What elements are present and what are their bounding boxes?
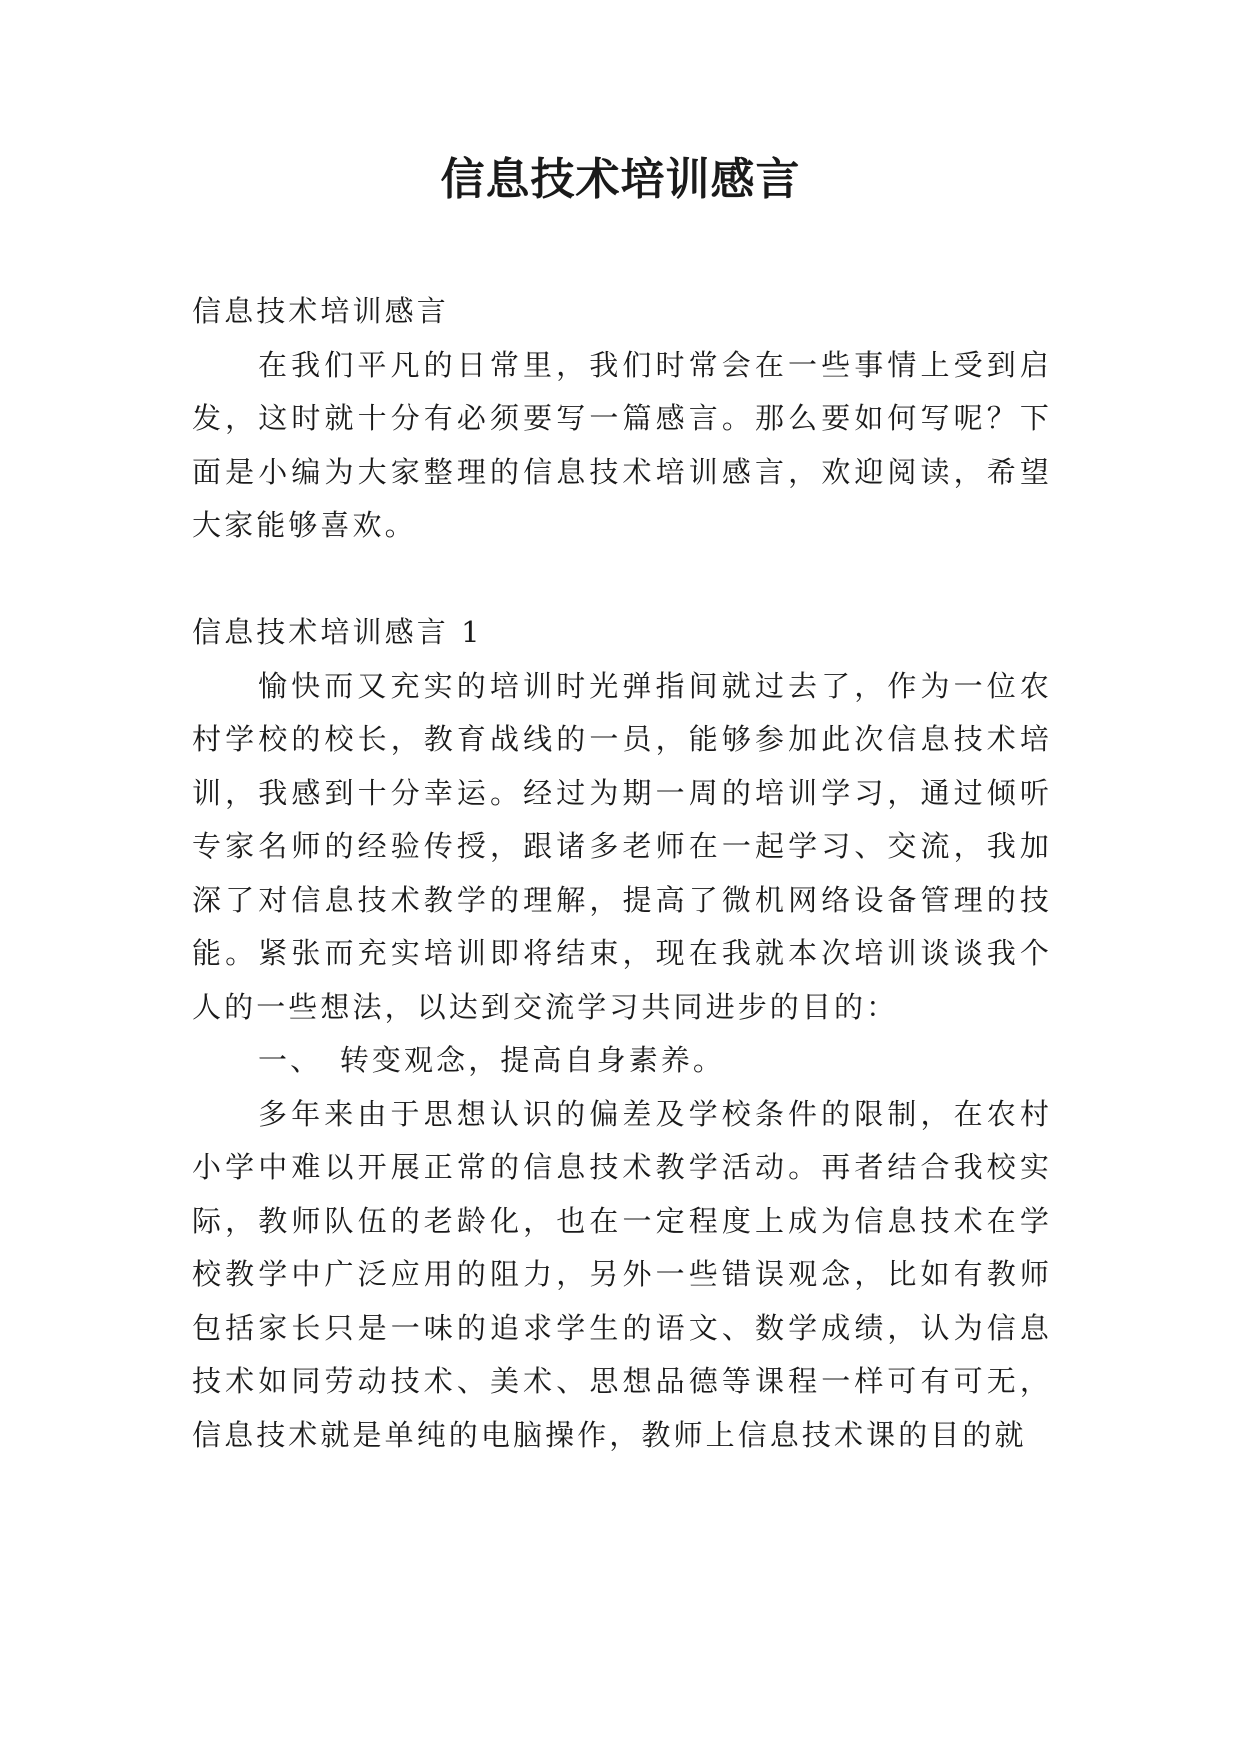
document-body [192,285,1052,1462]
section1-paragraph-1: 愉快而又充实的培训时光弹指间就过去了，作为一位农村学校的校长，教育战线的一员，能够参加此次信息技术培训，我感到十分幸运。经过为期一周的培训学习，通过倾听专家名师的经验传授，跟诸多老师在一起学习、交流，我加深了对信息技术教学的理解，提高了微机网络设备管理的技能。紧张而充实培训即将结束，现在我就本次培训谈谈我个人的一些想法，以达到交流学习共同进步的目的： [192,668,1052,1024]
section1-point-1: 一、 转变观念，提高自身素养。 [258,1043,726,1077]
paragraph-gap [192,553,1052,607]
subtitle: 信息技术培训感言 [192,294,449,328]
document-title: 信息技术培训感言 [440,154,801,205]
section1-paragraph-2: 多年来由于思想认识的偏差及学校条件的限制，在农村小学中难以开展正常的信息技术教学活动。再者结合我校实际，教师队伍的老龄化，也在一定程度上成为信息技术在学校教学中广泛应用的阻力，另外一些错误观念，比如有教师包括家长只是一味的追求学生的语文、数学成绩，认为信息技术如同劳动技术、美术、思想品德等课程一样可有可无，信息技术就是单纯的电脑操作，教师上信息技术课的目的就 [192,1096,1052,1452]
section-heading-1: 信息技术培训感言 1 [192,615,483,649]
intro-paragraph: 在我们平凡的日常里，我们时常会在一些事情上受到启发，这时就十分有必须要写一篇感言。那么要如何写呢？下面是小编为大家整理的信息技术培训感言，欢迎阅读，希望大家能够喜欢。 [192,347,1052,542]
